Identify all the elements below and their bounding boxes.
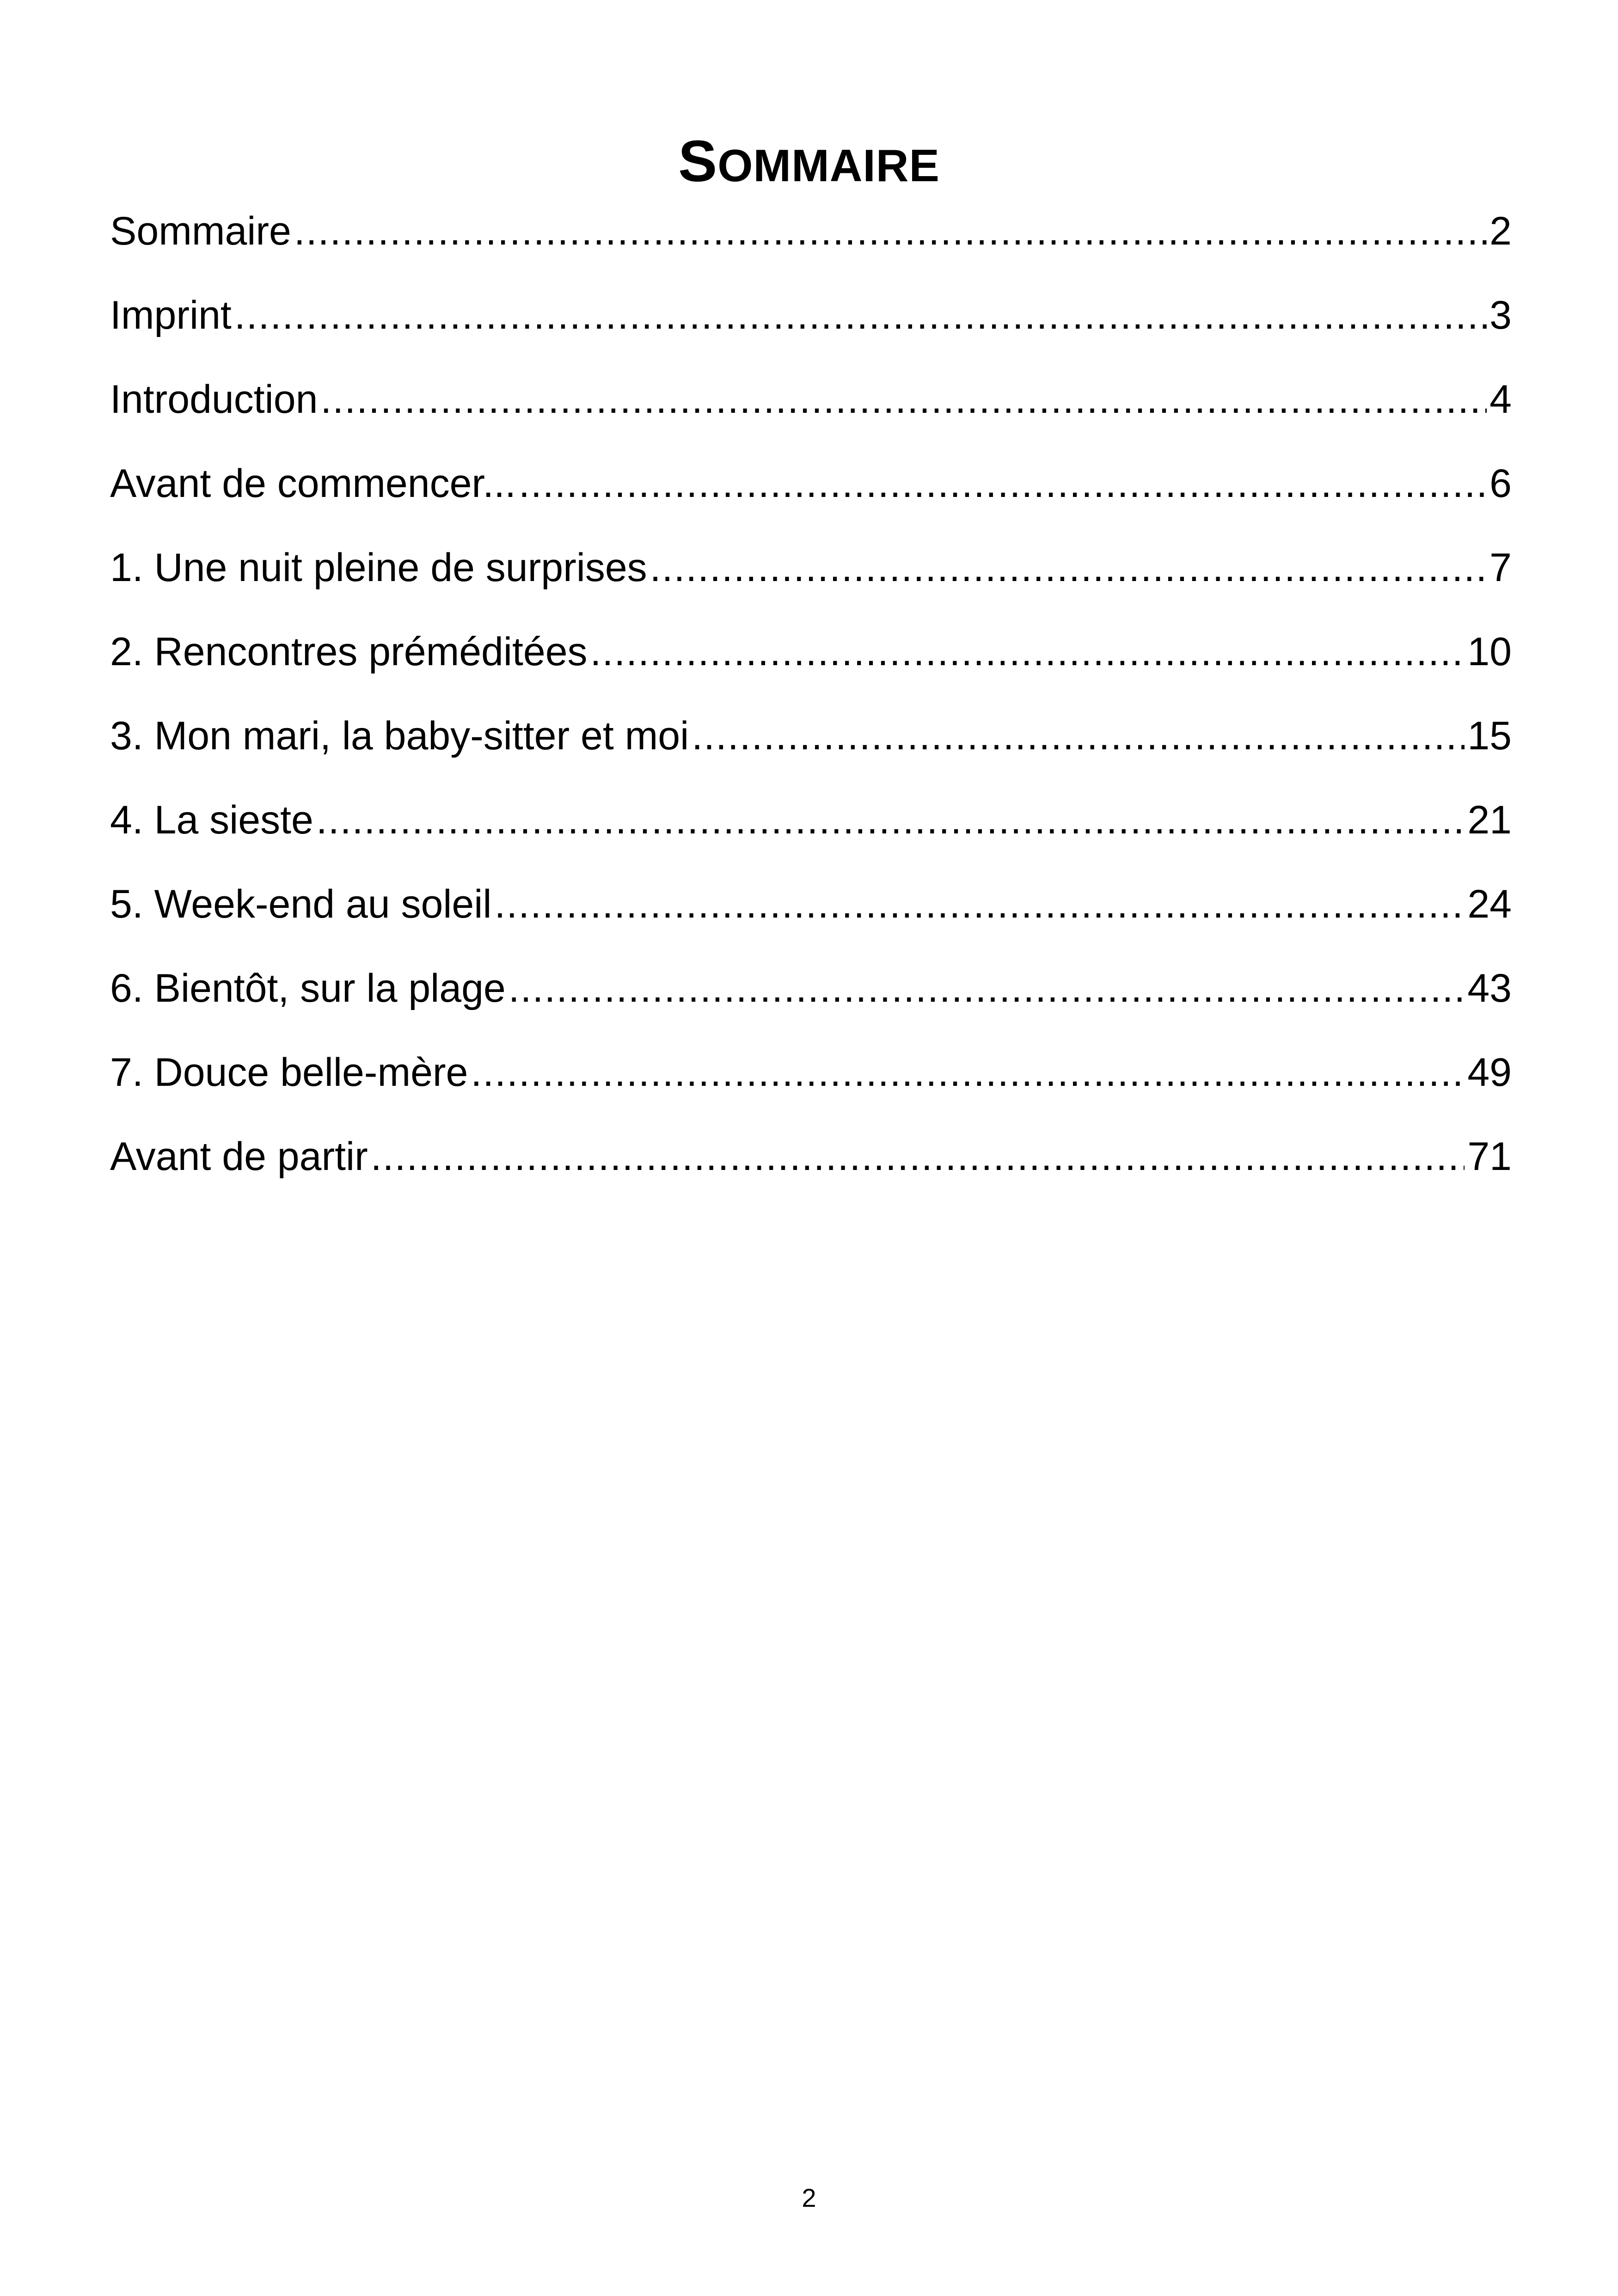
toc-entry-chapter-5[interactable] (110, 872, 1512, 956)
toc-entry-page: 43 (1467, 966, 1512, 1010)
toc-dot-leader (294, 199, 1487, 263)
toc-entry-label: Imprint (110, 293, 232, 337)
toc-entry-label: Avant de partir (110, 1134, 368, 1179)
toc-dot-leader (320, 367, 1487, 432)
toc-dot-leader (650, 535, 1487, 600)
toc-entry-chapter-1[interactable] (110, 535, 1512, 619)
toc-entry-chapter-3[interactable] (110, 704, 1512, 788)
toc-entry-chapter-7[interactable] (110, 1040, 1512, 1124)
toc-entry-page: 24 (1467, 882, 1512, 926)
toc-entry-chapter-2[interactable] (110, 619, 1512, 704)
toc-entry-label: Avant de commencer... (110, 461, 516, 506)
toc-entry-label: 4. La sieste (110, 798, 313, 842)
toc-entry-introduction[interactable] (110, 367, 1512, 451)
toc-entry-page: 15 (1467, 714, 1512, 758)
toc-entry-page: 10 (1467, 630, 1512, 674)
toc-entry-label: 3. Mon mari, la baby-sitter et moi (110, 714, 689, 758)
toc-entry-label: 6. Bientôt, sur la plage (110, 966, 506, 1010)
table-of-contents (110, 199, 1512, 1208)
toc-entry-page: 49 (1467, 1050, 1512, 1095)
toc-dot-leader (316, 788, 1465, 852)
toc-entry-label: Introduction (110, 377, 318, 422)
toc-entry-page: 6 (1489, 461, 1512, 506)
toc-entry-label: 1. Une nuit pleine de surprises (110, 545, 647, 590)
toc-entry-page: 2 (1489, 209, 1512, 253)
page-number: 2 (802, 2183, 816, 2212)
page-title-initial: S (678, 129, 718, 194)
toc-entry-page: 71 (1467, 1134, 1512, 1179)
toc-dot-leader (371, 1124, 1465, 1189)
toc-dot-leader (590, 619, 1465, 684)
toc-entry-avant-de-partir[interactable] (110, 1124, 1512, 1208)
toc-entry-label: 7. Douce belle-mère (110, 1050, 468, 1095)
toc-entry-imprint[interactable] (110, 283, 1512, 367)
toc-entry-chapter-4[interactable] (110, 788, 1512, 872)
toc-entry-page: 4 (1489, 377, 1512, 422)
toc-entry-label: 5. Week-end au soleil (110, 882, 492, 926)
toc-entry-label: Sommaire (110, 209, 291, 253)
toc-dot-leader (509, 956, 1465, 1021)
toc-dot-leader (692, 704, 1465, 768)
toc-entry-page: 3 (1489, 293, 1512, 337)
toc-entry-label: 2. Rencontres préméditées (110, 630, 588, 674)
toc-entry-page: 7 (1489, 545, 1512, 590)
toc-dot-leader (234, 283, 1487, 348)
toc-entry-page: 21 (1467, 798, 1512, 842)
toc-dot-leader (519, 451, 1487, 516)
toc-entry-chapter-6[interactable] (110, 956, 1512, 1040)
toc-entry-sommaire[interactable] (110, 199, 1512, 283)
toc-dot-leader (494, 872, 1465, 937)
toc-dot-leader (471, 1040, 1465, 1105)
page-title-rest: OMMAIRE (717, 140, 940, 191)
toc-entry-avant-de-commencer[interactable] (110, 451, 1512, 535)
page-title (0, 127, 1618, 200)
